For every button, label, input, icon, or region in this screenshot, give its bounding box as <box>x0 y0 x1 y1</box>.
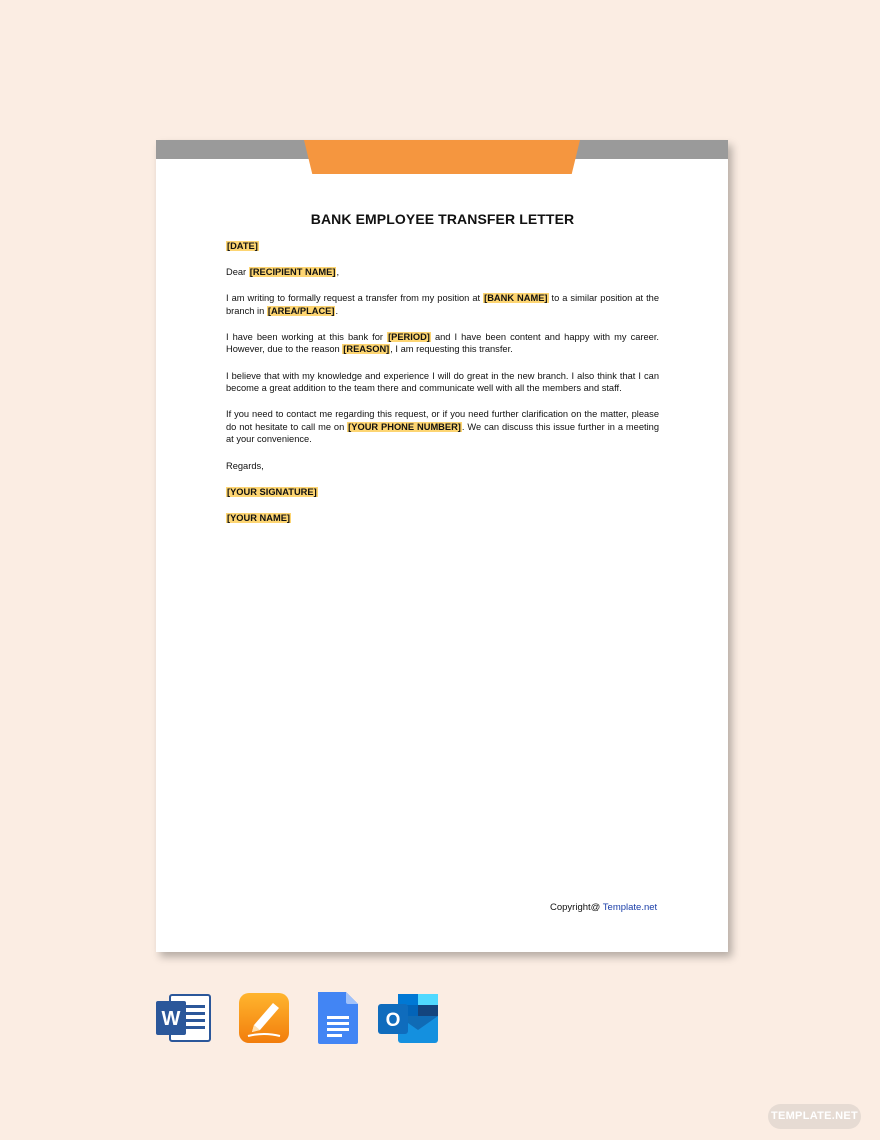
date-placeholder: [DATE] <box>227 241 258 251</box>
letter-body <box>226 210 659 538</box>
p2-text-b: and I have been content and happy with my career. However, due to the reason <box>226 331 659 355</box>
date-line <box>226 240 659 253</box>
header-orange-tab <box>304 140 580 174</box>
p4-text-a: If you need to contact me regarding this request, or if you need further clarification on the matter, please do not hesitate to call me on <box>226 409 659 432</box>
microsoft-word-icon[interactable] <box>156 992 212 1049</box>
p1-text-c: . <box>335 305 339 316</box>
name-placeholder: [YOUR NAME] <box>227 512 291 523</box>
template-net-watermark: TEMPLATE.NET <box>768 1104 861 1129</box>
closing: Regards, <box>226 460 264 471</box>
bank-name-placeholder: [BANK NAME] <box>484 293 548 304</box>
copyright-link[interactable]: Template.net <box>602 902 658 913</box>
p1-text-b: to a similar position at the branch in <box>226 293 659 316</box>
greeting <box>226 266 659 279</box>
microsoft-outlook-icon[interactable] <box>378 992 440 1049</box>
copyright-text: Copyright@ <box>550 902 603 913</box>
word-letter: W <box>161 1008 181 1030</box>
period-placeholder: [PERIOD] <box>388 331 430 342</box>
greeting-text: Dear <box>226 267 249 278</box>
paragraph-1 <box>226 292 659 317</box>
name-line <box>226 512 659 525</box>
outlook-letter: O <box>385 1010 401 1031</box>
p2-text-a: I have been working at this bank for <box>226 331 388 342</box>
document-page <box>156 140 728 952</box>
p1-text-a: I am writing to formally request a transfer from my position at <box>226 293 484 304</box>
p2-text-c: , I am requesting this transfer. <box>390 344 513 355</box>
paragraph-2 <box>226 331 659 356</box>
apple-pages-icon[interactable] <box>238 992 290 1049</box>
google-docs-icon[interactable] <box>316 992 360 1049</box>
phone-placeholder: [YOUR PHONE NUMBER] <box>348 421 461 432</box>
p4-text-b: . We can discuss this issue further in a meeting at your convenience. <box>226 421 659 445</box>
signature-line <box>226 486 659 499</box>
greeting-comma: , <box>336 267 340 278</box>
letter-title: BANK EMPLOYEE TRANSFER LETTER <box>310 211 575 227</box>
copyright-notice <box>550 902 657 913</box>
signature-placeholder: [YOUR SIGNATURE] <box>227 486 317 497</box>
paragraph-4 <box>226 408 659 446</box>
reason-placeholder: [REASON] <box>343 344 390 355</box>
paragraph-3: I believe that with my knowledge and experience I will do great in the new branch. I also think that I can become a great addition to the team there and communicate well with all the members and staff. <box>226 370 659 394</box>
area-placeholder: [AREA/PLACE] <box>267 305 335 316</box>
recipient-placeholder: [RECIPIENT NAME] <box>249 267 336 278</box>
